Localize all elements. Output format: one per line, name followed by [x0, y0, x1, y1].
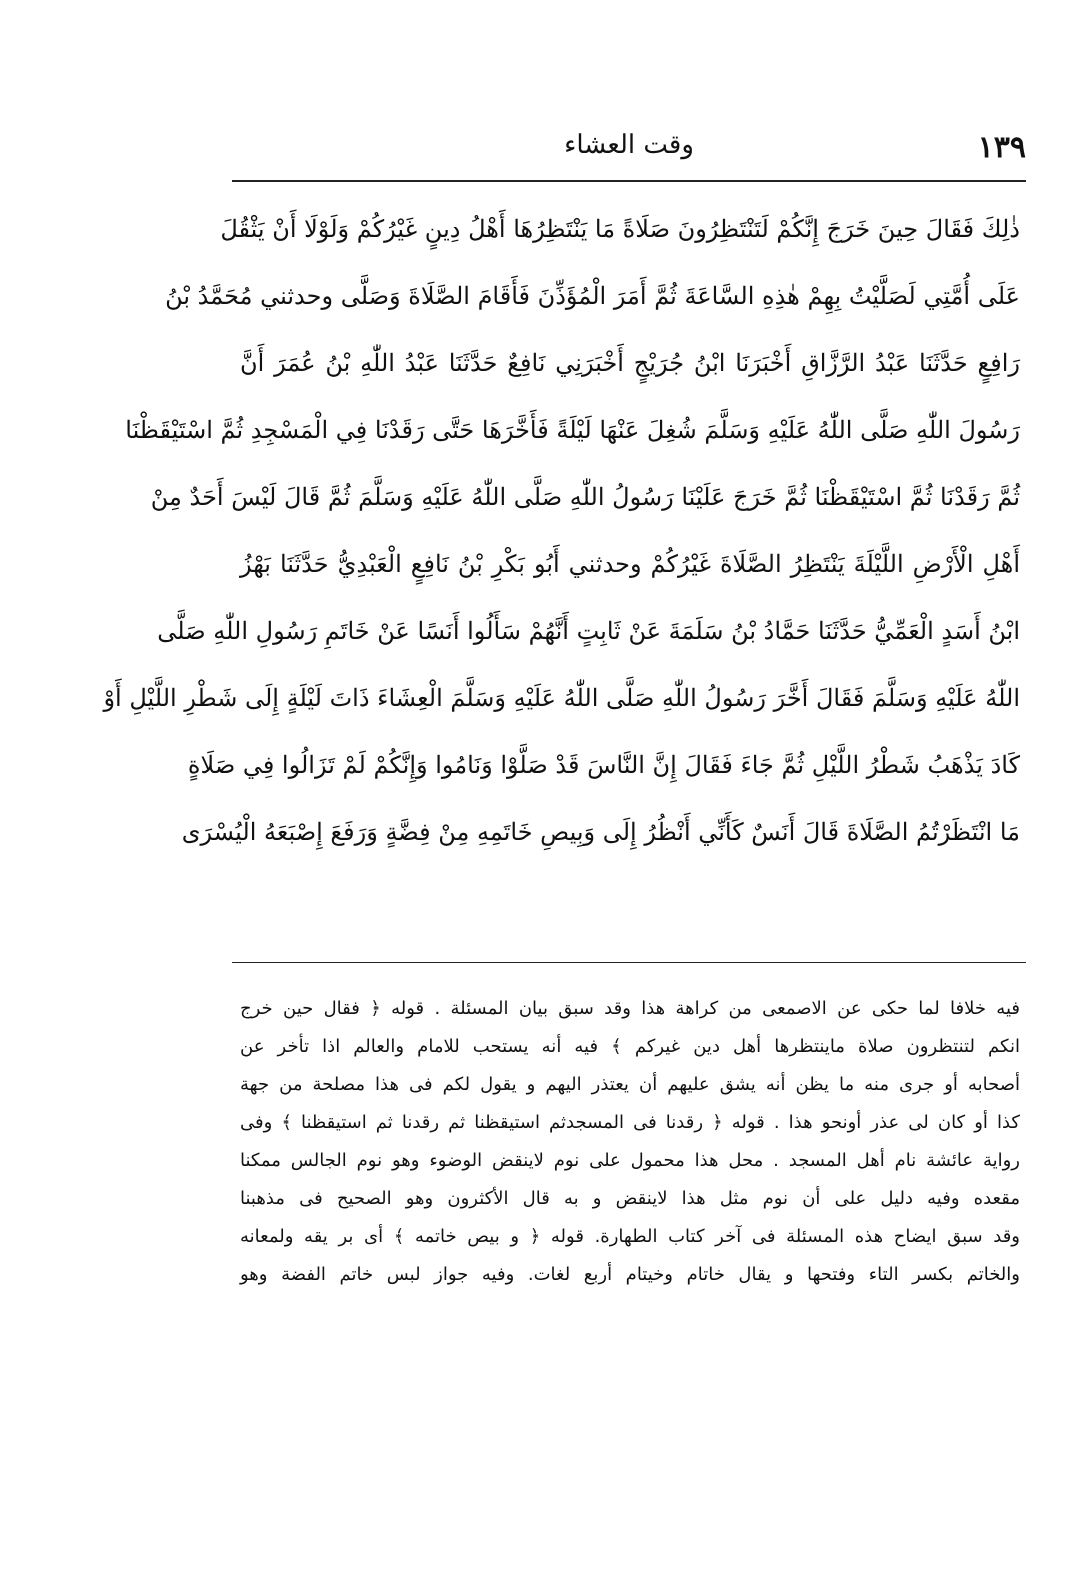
commentary-line: انكم لتنتظرون صلاة ماينتظرها أهل دين غيركم ﴾ فيه أنه يستحب للامام والعالم اذا تأخر عن — [240, 1036, 1020, 1057]
hadith-line: مَا انْتَظَرْتُمُ الصَّلَاةَ قَالَ أَنَسٌ كَأَنِّي أَنْظُرُ إِلَى وَبِيصِ خَاتَمِهِ مِنْ فِضَّةٍ وَرَفَعَ إِصْبَعَهُ الْيُسْرَى — [181, 818, 1020, 846]
page-number: ١٣٩ — [977, 130, 1026, 165]
commentary-line: أصحابه أو جرى منه ما يظن أنه يشق عليهم أن يعتذر اليهم و يقول لكم فى هذا مصلحة من جهة — [240, 1074, 1020, 1095]
commentary-text — [240, 990, 1020, 1294]
hadith-line: اللّٰهُ عَلَيْهِ وَسَلَّمَ فَقَالَ أَخَّرَ رَسُولُ اللّٰهِ صَلَّى اللّٰهُ عَلَيْهِ وَسَلَّمَ الْعِشَاءَ ذَاتَ لَيْلَةٍ إِلَى شَطْرِ اللَّيْلِ أَوْ — [103, 684, 1020, 712]
hadith-line: رَسُولَ اللّٰهِ صَلَّى اللّٰهُ عَلَيْهِ وَسَلَّمَ شُغِلَ عَنْهَا لَيْلَةً فَأَخَّرَهَا حَتَّى رَقَدْنَا فِي الْمَسْجِدِ ثُمَّ اسْتَيْقَظْنَا — [125, 416, 1020, 444]
commentary-line: فيه خلافا لما حكى عن الاصمعى من كراهة هذا وقد سبق بيان المسئلة . قوله ﴿ فقال حين خرج — [240, 998, 1020, 1019]
page-header — [232, 128, 1026, 176]
commentary-line: رواية عائشة نام أهل المسجد . محل هذا محمول على نوم لاينقض الوضوء وهو نوم الجالس ممكنا — [240, 1150, 1020, 1171]
hadith-line: ابْنُ أَسَدٍ الْعَمِّيُّ حَدَّثَنَا حَمَّادُ بْنُ سَلَمَةَ عَنْ ثَابِتٍ أَنَّهُمْ سَأَلُوا أَنَسًا عَنْ خَاتَمِ رَسُولِ اللّٰهِ صَلَّى — [157, 617, 1020, 645]
commentary-line: والخاتم بكسر التاء وفتحها و يقال خاتام وخيتام أربع لغات. وفيه جواز لبس خاتم الفضة وهو — [240, 1264, 1020, 1285]
header-rule — [232, 180, 1026, 182]
hadith-text — [103, 196, 1020, 866]
running-title: وقت العشاء — [564, 130, 694, 160]
hadith-line: رَافِعٍ حَدَّثَنَا عَبْدُ الرَّزَّاقِ أَخْبَرَنَا ابْنُ جُرَيْجٍ أَخْبَرَنِي نَافِعٌ حَدَّثَنَا عَبْدُ اللّٰهِ بْنُ عُمَرَ أَنَّ — [240, 349, 1020, 377]
commentary-rule — [232, 962, 1026, 963]
commentary-line: وقد سبق ايضاح هذه المسئلة فى آخر كتاب الطهارة. قوله ﴿ و بيص خاتمه ﴾ أى بر يقه ولمعانه — [240, 1226, 1020, 1247]
commentary-line: كذا أو كان لى عذر أونحو هذا . قوله ﴿ رقدنا فى المسجدثم استيقظنا ثم رقدنا ثم استيقظنا ﴾ وفى — [240, 1112, 1020, 1133]
hadith-line: ذٰلِكَ فَقَالَ حِينَ خَرَجَ إِنَّكُمْ لَتَنْتَظِرُونَ صَلَاةً مَا يَنْتَظِرُهَا أَهْلُ دِينٍ غَيْرُكُمْ وَلَوْلَا أَنْ يَثْقُلَ — [220, 215, 1020, 243]
hadith-line: أَهْلِ الْأَرْضِ اللَّيْلَةَ يَنْتَظِرُ الصَّلَاةَ غَيْرُكُمْ وحدثني أَبُو بَكْرِ بْنُ نَافِعٍ الْعَبْدِيُّ حَدَّثَنَا بَهْزُ — [240, 550, 1020, 578]
hadith-line: ثُمَّ رَقَدْنَا ثُمَّ اسْتَيْقَظْنَا ثُمَّ خَرَجَ عَلَيْنَا رَسُولُ اللّٰهِ صَلَّى اللّٰهُ عَلَيْهِ وَسَلَّمَ ثُمَّ قَالَ لَيْسَ أَحَدٌ مِنْ — [150, 483, 1020, 511]
hadith-line: كَادَ يَذْهَبُ شَطْرُ اللَّيْلِ ثُمَّ جَاءَ فَقَالَ إِنَّ النَّاسَ قَدْ صَلَّوْا وَنَامُوا وَإِنَّكُمْ لَمْ تَزَالُوا فِي صَلَاةٍ — [187, 751, 1020, 779]
hadith-line: عَلَى أُمَّتِي لَصَلَّيْتُ بِهِمْ هٰذِهِ السَّاعَةَ ثُمَّ أَمَرَ الْمُؤَذِّنَ فَأَقَامَ الصَّلَاةَ وَصَلَّى وحدثني مُحَمَّدُ بْنُ — [165, 282, 1020, 310]
commentary-line: مقعده وفيه دليل على أن نوم مثل هذا لاينقض و به قال الأكثرون وهو الصحيح فى مذهبنا — [240, 1188, 1020, 1209]
